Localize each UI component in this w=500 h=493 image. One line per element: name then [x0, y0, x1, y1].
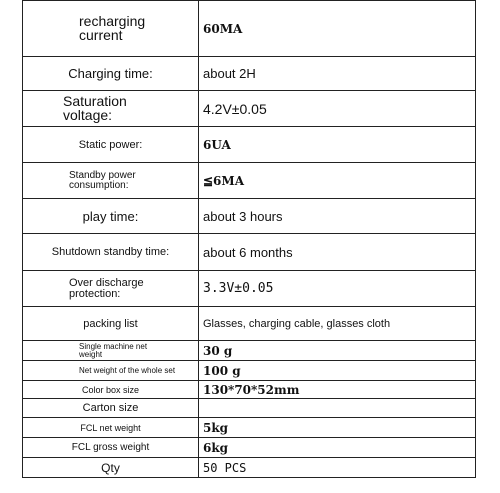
- spec-value: Glasses, charging cable, glasses cloth: [203, 317, 391, 330]
- spec-value: about 3 hours: [203, 208, 283, 224]
- spec-value-cell: [199, 234, 476, 271]
- table-row: [23, 163, 476, 199]
- spec-value-cell: [199, 57, 476, 91]
- spec-value-cell: [199, 381, 476, 399]
- spec-value-cell: [199, 399, 476, 418]
- spec-value-cell: [199, 91, 476, 127]
- table-row: [23, 381, 476, 399]
- spec-label-cell: [23, 271, 199, 307]
- spec-label: FCL net weight: [80, 422, 141, 433]
- spec-label: recharging current: [79, 13, 146, 43]
- spec-label: Standby power consumption:: [69, 169, 136, 191]
- table-row: [23, 418, 476, 438]
- table-row: [23, 127, 476, 163]
- spec-value: 100 g: [203, 363, 241, 378]
- spec-value-cell: [199, 418, 476, 438]
- table-row: [23, 199, 476, 234]
- spec-value-cell: [199, 307, 476, 341]
- spec-label-cell: [23, 127, 199, 163]
- spec-label: Net weight of the whole set: [79, 366, 176, 375]
- spec-label-cell: [23, 1, 199, 57]
- spec-label-cell: [23, 91, 199, 127]
- table-row: [23, 271, 476, 307]
- spec-label-cell: [23, 163, 199, 199]
- spec-value-cell: [199, 199, 476, 234]
- spec-label: play time:: [82, 208, 139, 224]
- spec-label-cell: [23, 234, 199, 271]
- spec-label: Color box size: [81, 384, 140, 395]
- table-row: [23, 57, 476, 91]
- spec-value-cell: [199, 127, 476, 163]
- table-row: [23, 1, 476, 57]
- table-row: [23, 234, 476, 271]
- spec-value: about 2H: [203, 66, 256, 81]
- spec-value-cell: [199, 163, 476, 199]
- spec-label: FCL gross weight: [71, 442, 150, 453]
- spec-value: 30 g: [203, 343, 233, 358]
- spec-value-cell: [199, 361, 476, 381]
- spec-label: Carton size: [82, 402, 139, 414]
- spec-value-cell: [199, 341, 476, 361]
- table-row: [23, 341, 476, 361]
- spec-label-cell: [23, 418, 199, 438]
- table-row: [23, 438, 476, 458]
- spec-label: Charging time:: [68, 66, 153, 81]
- spec-label-cell: [23, 307, 199, 341]
- spec-label: Shutdown standby time:: [51, 246, 170, 258]
- spec-value: ≦6MA: [203, 173, 244, 188]
- spec-label: Qty: [101, 460, 120, 475]
- spec-value: 6kg: [203, 440, 229, 455]
- spec-label: Over discharge protection:: [69, 276, 144, 300]
- spec-value: about 6 months: [203, 244, 293, 260]
- spec-value-cell: [199, 1, 476, 57]
- spec-label-cell: [23, 438, 199, 458]
- spec-value: 60MA: [203, 21, 243, 36]
- spec-label: Saturation voltage:: [63, 93, 127, 123]
- spec-table: [22, 0, 476, 478]
- table-row: [23, 91, 476, 127]
- spec-value: 4.2V±0.05: [203, 100, 267, 117]
- spec-value: 3.3V±0.05: [203, 281, 274, 296]
- spec-value-cell: [199, 271, 476, 307]
- spec-label-cell: [23, 381, 199, 399]
- spec-label-cell: [23, 341, 199, 361]
- spec-label-cell: [23, 458, 199, 478]
- spec-value: 5kg: [203, 420, 229, 435]
- table-row: [23, 458, 476, 478]
- spec-label: packing list: [83, 317, 138, 330]
- spec-label: Single machine net weight: [79, 341, 148, 359]
- spec-label-cell: [23, 199, 199, 234]
- spec-label-cell: [23, 399, 199, 418]
- spec-value-cell: [199, 438, 476, 458]
- spec-value-cell: [199, 458, 476, 478]
- table-row: [23, 399, 476, 418]
- spec-label-cell: [23, 361, 199, 381]
- spec-value: 50 PCS: [203, 460, 247, 475]
- spec-value: 6UA: [203, 137, 231, 152]
- table-row: [23, 307, 476, 341]
- spec-label: Static power:: [78, 138, 143, 151]
- spec-value: 130*70*52mm: [203, 382, 300, 397]
- table-row: [23, 361, 476, 381]
- spec-label-cell: [23, 57, 199, 91]
